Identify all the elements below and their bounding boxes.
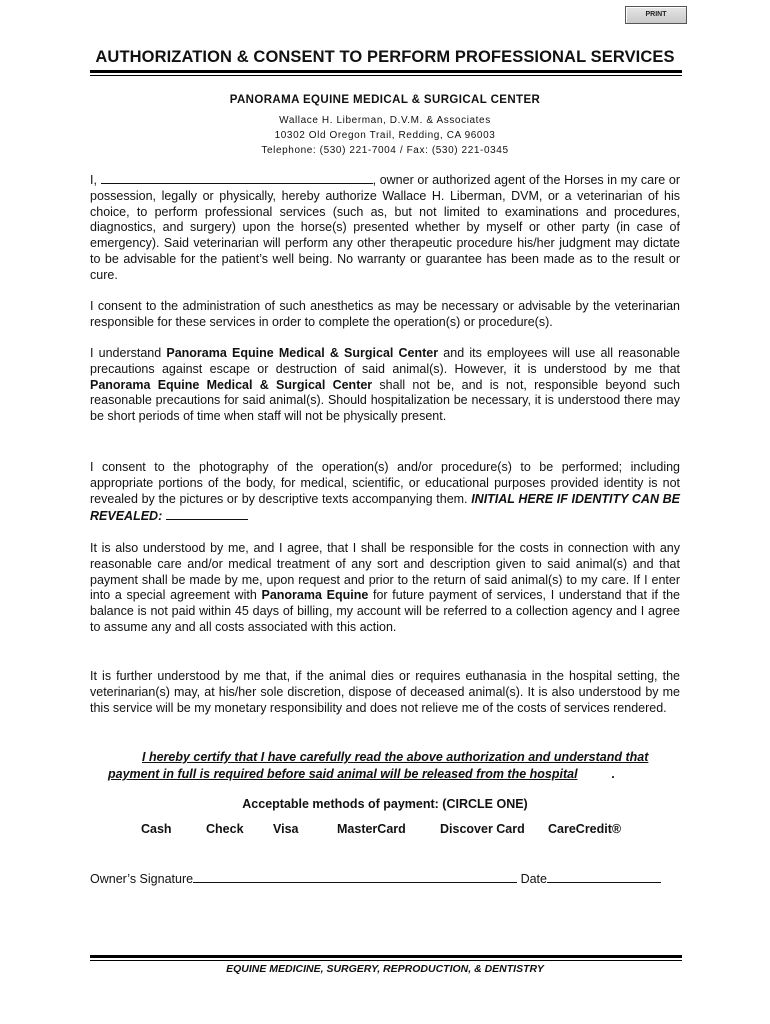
initial-instruction: INITIAL HERE IF IDENTITY CAN BE REVEALED: — [90, 491, 680, 524]
paragraph-precautions — [90, 346, 680, 425]
owner-signature-label: Owner’s Signature — [90, 872, 194, 886]
footer-tagline: EQUINE MEDICINE, SURGERY, REPRODUCTION, & DENTISTRY — [226, 963, 544, 975]
signature-row — [90, 870, 661, 886]
footer-rule-thin — [90, 960, 682, 961]
payment-option-cash[interactable]: Cash — [141, 822, 172, 836]
photography-text: I consent to the photography of the operation(s) and/or procedure(s) to be performed; including appropriate portions of the body, for medical, scientific, or educational purposes provided identity is not revealed by the pictures or by descriptive texts accompanying them. — [90, 460, 680, 506]
payment-text-c: for future payment of services, I understand that if the balance is not paid within 45 days of billing, my account will be referred to a collection agency and I agree to assume any and all costs associated with this action. — [90, 588, 680, 634]
certification-statement — [108, 749, 683, 783]
footer-rule-thick — [90, 955, 682, 958]
clinic-name-bold: Panorama Equine Medical & Surgical Center — [166, 346, 439, 360]
authorization-text: , owner or authorized agent of the Horses in my care or possession, legally or physically, hereby authorize Wallace H. Liberman, DVM, or a veterinarian of his choice, to perform professional services (such as, but not limited to examinations and procedures, diagnostics, and surgery) upon the horse(s) presented whether by myself or other party (in case of emergency). Said veterinarian will perform any other therapeutic procedure his/her judgment may dictate to be advisable for the patient’s well being. No warranty or guarantee has been made as to the result or cure. — [90, 173, 680, 282]
paragraph-authorization — [90, 171, 680, 284]
owner-name-blank[interactable] — [101, 171, 373, 184]
print-button[interactable]: PRINT — [625, 6, 687, 24]
payment-option-carecredit[interactable]: CareCredit® — [548, 822, 622, 836]
payment-option-mastercard[interactable]: MasterCard — [337, 822, 406, 836]
clinic-info — [90, 113, 680, 158]
payment-option-check[interactable]: Check — [206, 822, 244, 836]
panorama-equine-bold: Panorama Equine — [261, 588, 369, 603]
clinic-name-bold-2: Panorama Equine Medical & Surgical Center — [90, 377, 373, 392]
owner-prefix: I, — [90, 173, 97, 187]
precautions-text-e: shall not be, and is not, responsible beyond such reasonable precautions for said animal(s). Should hospitalization be necessary, it is understood there may be short periods of time when staff will not be physically present. — [90, 377, 680, 424]
initial-blank[interactable] — [166, 507, 248, 520]
payment-option-discover[interactable]: Discover Card — [440, 822, 525, 836]
payment-option-visa[interactable]: Visa — [273, 822, 299, 836]
paragraph-euthanasia — [90, 669, 680, 716]
title-rule-thin — [90, 75, 682, 76]
clinic-phone: Telephone: (530) 221-7004 / Fax: (530) 221-0345 — [261, 145, 509, 156]
date-line[interactable] — [547, 870, 661, 883]
form-title: AUTHORIZATION & CONSENT TO PERFORM PROFESSIONAL SERVICES — [95, 48, 675, 66]
precautions-text-c: and its employees will use all reasonable precautions against escape or destruction of said animal(s). However, it is understood by me that — [90, 346, 681, 376]
payment-text-a: It is also understood by me, and I agree, that I shall be responsible for the costs in connection with any reasonable care and/or medical treatment of any sort and description given to said animal(s) and that payment shall be made by me, upon request and prior to the return of said animal(s) to my care. If I enter into a special agreement with — [90, 541, 680, 603]
paragraph-payment-responsibility — [90, 541, 680, 636]
certification-period: . — [611, 767, 616, 781]
certification-text: I hereby certify that I have carefully read the above authorization and understand that payment in full is required before said animal will be released from the hospital — [108, 750, 649, 781]
owner-signature-line[interactable] — [193, 870, 517, 883]
precautions-text-a: I understand — [90, 346, 167, 360]
payment-heading: Acceptable methods of payment: (CIRCLE ONE) — [242, 797, 528, 811]
clinic-address: 10302 Old Oregon Trail, Redding, CA 96003 — [274, 130, 496, 141]
anesthetics-text: I consent to the administration of such anesthetics as may be necessary or advisable by the veterinarian responsible for these services in order to complete the operation(s) or procedure(s). — [90, 299, 680, 329]
euthanasia-text: It is further understood by me that, if the animal dies or requires euthanasia in the hospital setting, the veterinarian(s) may, at his/her sole discretion, dispose of deceased animal(s). It is also understood by me this service will be my monetary responsibility and does not relieve me of the costs of services rendered. — [90, 669, 680, 715]
date-label: Date — [520, 872, 547, 886]
paragraph-photography — [90, 460, 680, 525]
clinic-name: PANORAMA EQUINE MEDICAL & SURGICAL CENTER — [229, 94, 541, 106]
paragraph-anesthetics — [90, 299, 680, 331]
clinic-doctor: Wallace H. Liberman, D.V.M. & Associates — [279, 115, 491, 126]
title-rule-thick — [90, 70, 682, 73]
